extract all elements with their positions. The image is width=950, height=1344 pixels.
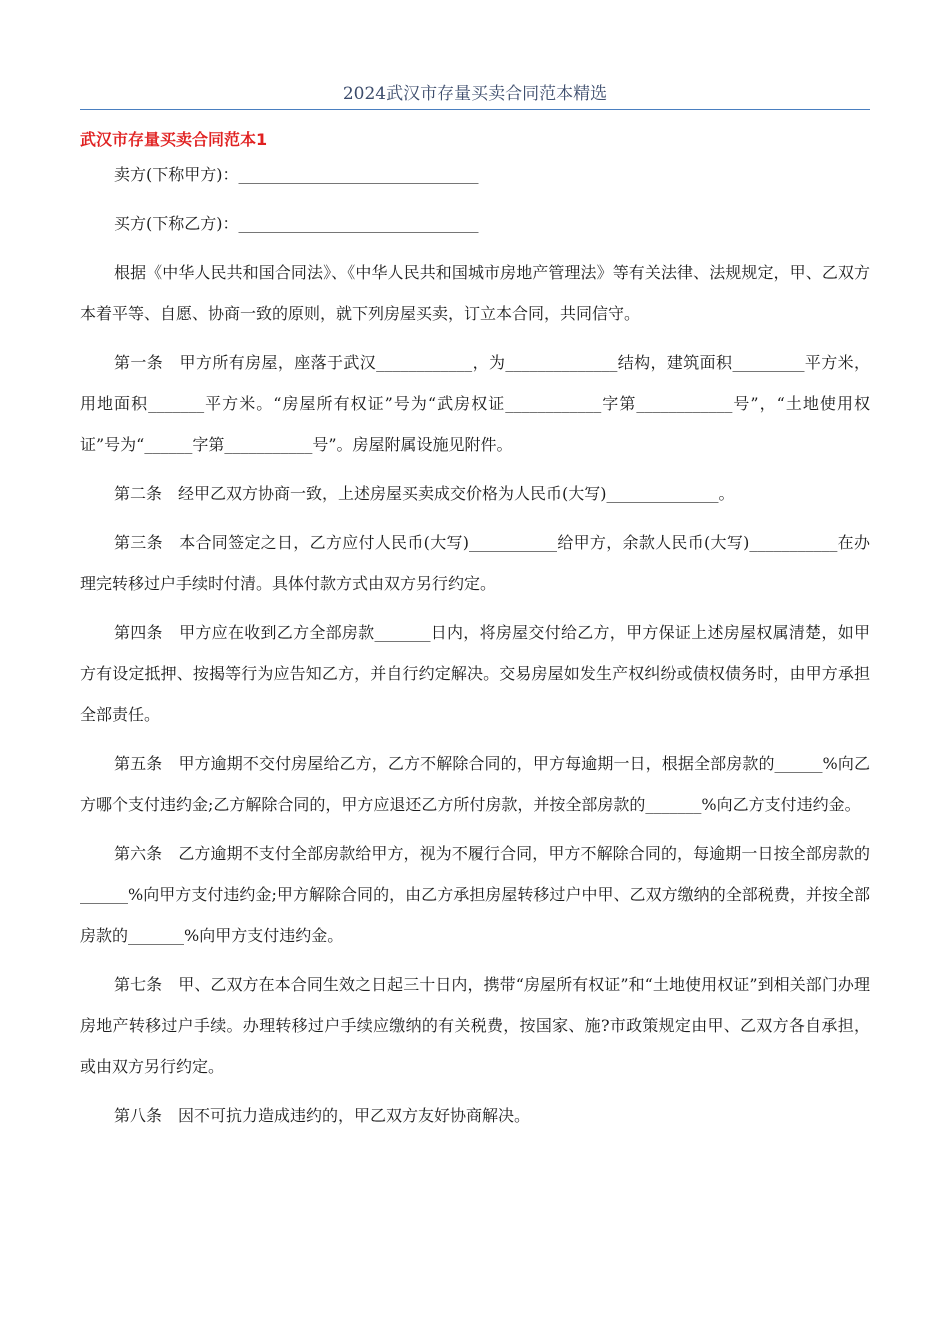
intro-paragraph: 根据《中华人民共和国合同法》、《中华人民共和国城市房地产管理法》等有关法律、法规规定，甲、乙双方本着平等、自愿、协商一致的原则，就下列房屋买卖，订立本合同，共同信守。 — [80, 263, 870, 323]
article-2: 第二条 经甲乙双方协商一致，上述房屋买卖成交价格为人民币(大写)______________。 — [114, 484, 735, 503]
article-4: 第四条 甲方应在收到乙方全部房款_______日内，将房屋交付给乙方，甲方保证上述房屋权属清楚，如甲方有设定抵押、按揭等行为应告知乙方，并自行约定解决。交易房屋如发生产权纠纷或债权债务时，由甲方承担全部责任。 — [80, 623, 870, 724]
contract-body — [80, 154, 870, 1144]
buyer-line: 买方(下称乙方)：______________________________ — [114, 214, 479, 233]
article-1: 第一条 甲方所有房屋，座落于武汉____________，为______________结构，建筑面积_________平方米，用地面积_______平方米。“房屋所有权证”号为“武房权证____________字第____________号”，“土地使用权证”号为“______字第___________号”。房屋附属设施见附件。 — [80, 353, 870, 454]
article-5: 第五条 甲方逾期不交付房屋给乙方，乙方不解除合同的，甲方每逾期一日，根据全部房款的______%向乙方哪个支付违约金;乙方解除合同的，甲方应退还乙方所付房款，并按全部房款的_______%向乙方支付违约金。 — [80, 754, 870, 814]
article-8: 第八条 因不可抗力造成违约的，甲乙双方友好协商解决。 — [114, 1106, 531, 1125]
title-divider — [80, 109, 870, 110]
section-heading: 武汉市存量买卖合同范本1 — [80, 130, 268, 149]
article-7: 第七条 甲、乙双方在本合同生效之日起三十日内，携带“房屋所有权证”和“土地使用权证”到相关部门办理房地产转移过户手续。办理转移过户手续应缴纳的有关税费，按国家、施?市政策规定由甲、乙双方各自承担，或由双方另行约定。 — [80, 975, 870, 1076]
article-6: 第六条 乙方逾期不支付全部房款给甲方，视为不履行合同，甲方不解除合同的，每逾期一日按全部房款的______%向甲方支付违约金;甲方解除合同的，由乙方承担房屋转移过户中甲、乙双方缴纳的全部税费，并按全部房款的_______%向甲方支付违约金。 — [80, 844, 870, 945]
seller-line: 卖方(下称甲方)：______________________________ — [114, 165, 479, 184]
article-3: 第三条 本合同签定之日，乙方应付人民币(大写)___________给甲方，余款人民币(大写)___________在办理完转移过户手续时付清。具体付款方式由双方另行约定。 — [80, 533, 870, 593]
document-title: 2024武汉市存量买卖合同范本精选 — [342, 84, 608, 104]
